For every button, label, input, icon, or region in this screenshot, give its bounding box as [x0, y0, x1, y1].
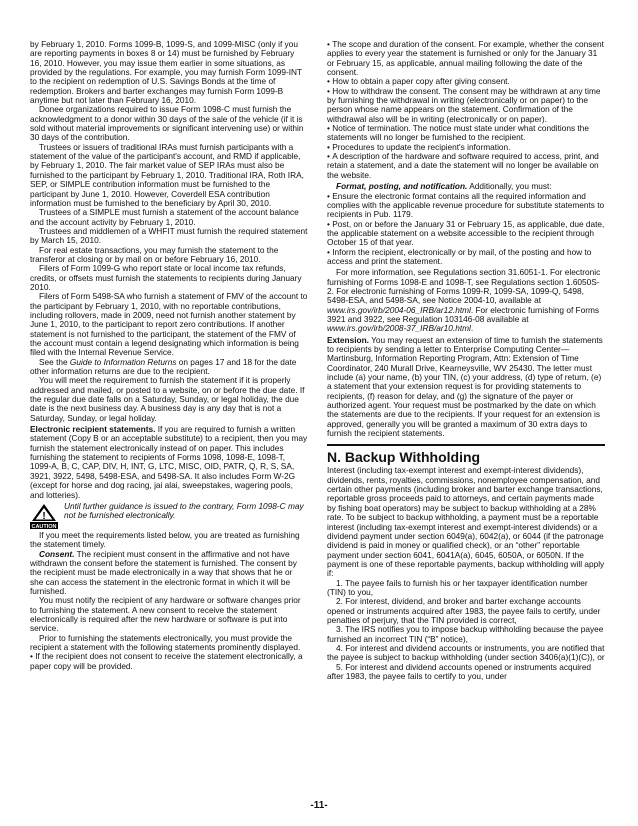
- paragraph: For real estate transactions, you may furnish the statement to the transferor at closing or by mail on or before February 16, 2010.: [30, 244, 279, 264]
- run-in-heading: Extension.: [327, 334, 369, 345]
- paragraph: [30, 550, 308, 597]
- caution-text: Until further guidance is issued to the contrary, Form 1098-C may not be furnished electronically.: [64, 500, 304, 521]
- paragraph: [327, 268, 605, 333]
- text-span: For more information, see Regulations section 31.6051-1. For electronic furnishing of Forms 1098-E and 1098-T, see Regulations section 1.6050S-2. For electronic furnishing of Forms 1099-R, 1099-SA, 1099-Q, 5498, 5498-ESA, and 5498-SA, see Notice 2004-10, available at: [327, 267, 601, 306]
- left-column: [30, 40, 308, 671]
- bullet-item: • A description of the hardware and software required to access, print, and retain a statement, and a date the statement will no longer be available on the website.: [327, 152, 605, 180]
- bullet-item: • How to obtain a paper copy after giving consent.: [327, 77, 605, 86]
- list-item: 2. For interest, dividend, and broker and barter exchange accounts opened or instruments acquired after 1983, the payee fails to certify, under penalties of perjury, that the TIN provided is correct,: [327, 596, 601, 625]
- paragraph: [30, 358, 308, 377]
- text-span: Additionally, you must:: [467, 181, 552, 192]
- paragraph: Donee organizations required to issue Form 1098-C must furnish the acknowledgment to a donor within 30 days of the sale of the vehicle (if it is sold without material improvements or significant intervening use) or within 30 days of the contribution.: [30, 104, 304, 143]
- guide-reference: Guide to Information Returns: [69, 356, 177, 367]
- text-span: See the: [39, 356, 70, 367]
- paragraph: You will meet the requirement to furnish the statement if it is properly addressed and mailed, or posted to a website, on or before the due date. If the regular due date falls on a Saturday, Sunday, or legal holiday, the due date is the next business day. A business day is any day that is not a Saturday, Sunday, or legal holiday.: [30, 375, 305, 423]
- paragraph: [30, 425, 308, 500]
- paragraph: Prior to furnishing the statements electronically, you must provide the recipient a statement with the following statements prominently displayed.: [30, 632, 301, 652]
- paragraph: [327, 336, 605, 439]
- run-in-heading: Electronic recipient statements.: [30, 424, 156, 435]
- text-span: If you are required to furnish a written statement (Copy B or an acceptable substitute) to a recipient, then you may furnish the statement electronically instead of on paper. This includes furnishing the statement to recipients of Forms 1098, 1098-E, 1098-T, 1099-A, B, C, CAP, DIV, H, INT, G, LTC, MISC, OID, PATR, Q, R, S, SA, 3921, 3922, 5498, 5498-ESA, and 5498-SA. It also includes Form W-2G (except for horse and dog racing, jai alai, sweepstakes, wagering pools, and lotteries).: [30, 424, 308, 500]
- paragraph: Interest (including tax-exempt interest and exempt-interest dividends), dividends, rents, royalties, commissions, nonemployee compensation, and certain other payments (including broker and barter exchange transactions, reportable gross proceeds paid to attorneys, and certain payments made by fishing boat operators) may be subject to backup withholding at a 28% rate. To be subject to backup withholding, a payment must be a reportable interest (including tax-exempt interest and exempt-interest dividends) or a dividend payment under section 6049(a), 6042(a), or 6044 (if the patronage dividend is paid in money or qualified check), or an “other” reportable payment under section 6041, 6041A(a), 6045, 6050A, or 6050N. If the payment is one of these reportable payments, backup withholding will apply if:: [327, 465, 605, 579]
- bullet-item: • Procedures to update the recipient's information.: [327, 143, 605, 152]
- caution-label: CAUTION: [31, 523, 57, 529]
- bullet-item: • Ensure the electronic format contains all the required information and complies with the applicable revenue procedure for substitute statements to recipients in Pub. 1179.: [327, 192, 605, 220]
- run-in-heading: Consent.: [39, 548, 75, 559]
- caution-icon: [30, 503, 58, 529]
- list-item: 3. The IRS notifies you to impose backup withholding because the payee furnished an incorrect TIN (“B” notice),: [327, 624, 604, 644]
- list-item: 1. The payee fails to furnish his or her taxpayer identification number (TIN) to you,: [327, 577, 588, 597]
- bullet-item: • Inform the recipient, electronically or by mail, of the posting and how to access and print the statement.: [327, 248, 605, 267]
- paragraph: If you meet the requirements listed below, you are treated as furnishing the statement timely.: [30, 529, 300, 550]
- bullet-item: • Post, on or before the January 31 or February 15, as applicable, due date, the applicable statement on a website accessible to the recipient through October 15 of that year.: [327, 220, 605, 248]
- text-span: The recipient must consent in the affirmative and not have withdrawn the consent before the statement is furnished. The consent by the recipient must be made electronically in a way that shows that he or she can access the statement in the electronic format in which it will be furnished.: [30, 548, 297, 596]
- paragraph: Filers of Form 5498-SA who furnish a statement of FMV of the account to the participant by February 1, 2010, with no reportable contributions, including rollovers, made in 2009, need not furnish another statement by June 1, 2010, to the participant to report zero contributions. If another statement is not furnished to the participant, the statement of the FMV of the account must contain a legend designating which information is being filed with the Internal Revenue Service.: [30, 291, 308, 358]
- paragraph: Trustees of a SIMPLE must furnish a statement of the account balance and the account activity by February 1, 2010.: [30, 207, 299, 227]
- bullet-item: • Notice of termination. The notice must state under what conditions the statements will no longer be furnished to the recipient.: [327, 124, 605, 143]
- page-number: -11-: [310, 800, 328, 811]
- paragraph: Trustees or issuers of traditional IRAs must furnish participants with a statement of the value of the participant's account, and RMD if applicable, by February 1, 2010. The fair market value of SEP IRAs must also be furnished to the participant by February 1, 2010. Traditional IRA, Roth IRA, SEP, or SIMPLE contribution information must be furnished to the participant by June 1, 2010. However, Coverdell ESA contribution information must be furnished to the beneficiary by April 30, 2010.: [30, 141, 304, 208]
- bullet-item: • How to withdraw the consent. The consent may be withdrawn at any time by furnishing the withdrawal in writing (electronically or on paper) to the person whose name appears on the statement. Confirmation of the withdrawal also will be in writing (electronically or on paper).: [327, 87, 605, 124]
- bullet-item: • The scope and duration of the consent. For example, whether the consent applies to every year the statement is furnished or only for the January 31 or February 15, as applicable, annual mailing following the date of the consent.: [327, 40, 605, 77]
- text-span: .: [470, 323, 474, 334]
- list-item: 5. For interest and dividend accounts opened or instruments acquired after 1983, the payee fails to certify to you, under: [327, 661, 592, 681]
- svg-text:!: !: [42, 510, 46, 522]
- run-in-heading: Format, posting, and notification.: [336, 181, 468, 192]
- right-column: [327, 40, 605, 681]
- list-item: 4. For interest and dividend accounts or instruments, you are notified that the payee is subject to backup withholding (under section 3406(a)(1)(C)), or: [327, 642, 605, 663]
- text-span: . For electronic furnishing of Forms 3921 and 3922, see Regulation 103146-08 available at: [327, 304, 600, 324]
- reference-link[interactable]: www.irs.gov/irb/2008-37_IRB/ar10.html: [327, 323, 471, 334]
- paragraph: Filers of Form 1099-G who report state or local income tax refunds, credits, or offsets must furnish the statements to recipients during January 2010.: [30, 263, 302, 292]
- text-span: You may request an extension of time to furnish the statements to recipients by sending a letter to Enterprise Computing Center—Martinsburg, Information Reporting Program, Attn: Extension of Time Coordinator, 240 Murall Drive, Kearneysville, WV 25430. The letter must include (a) your name, (b) your TIN, (c) your address, (d) type of return, (e) a statement that your extension request is for providing statements to recipients, (f) reason for delay, and (g) the signature of the payer or authorized agent. Your request must be postmarked by the date on which the statements are due to the recipients. If your request for an extension is approved, generally you will be granted a maximum of 30 extra days to furnish the recipient statements.: [327, 334, 603, 439]
- section-rule: [327, 444, 605, 446]
- paragraph: Trustees and middlemen of a WHFIT must furnish the required statement by March 15, 2010.: [30, 225, 308, 246]
- bullet-item: • If the recipient does not consent to receive the statement electronically, a paper copy will be provided.: [30, 652, 308, 671]
- paragraph: by February 1, 2010. Forms 1099-B, 1099-S, and 1099-MISC (only if you are reporting payments in boxes 8 or 14) must be furnished by February 16, 2010. However, you may issue them earlier in some situations, as provided by the regulations. For example, you may furnish Form 1099-INT to the recipient on redemption of U.S. Savings Bonds at the time of redemption. Brokers and barter exchanges may furnish Form 1099-B anytime but not later than February 16, 2010.: [30, 39, 302, 106]
- reference-link[interactable]: www.irs.gov/irb/2004-06_IRB/ar12.html: [327, 304, 471, 315]
- paragraph: You must notify the recipient of any hardware or software changes prior to furnishing the statement. A new consent to receive the statement electronically is required after the new hardware or software is put into service.: [30, 595, 301, 634]
- caution-note: [30, 502, 308, 529]
- text-span: on pages 17 and 18 for the date other information returns are due to the recipient.: [30, 356, 297, 377]
- section-heading: N. Backup Withholding: [327, 449, 481, 466]
